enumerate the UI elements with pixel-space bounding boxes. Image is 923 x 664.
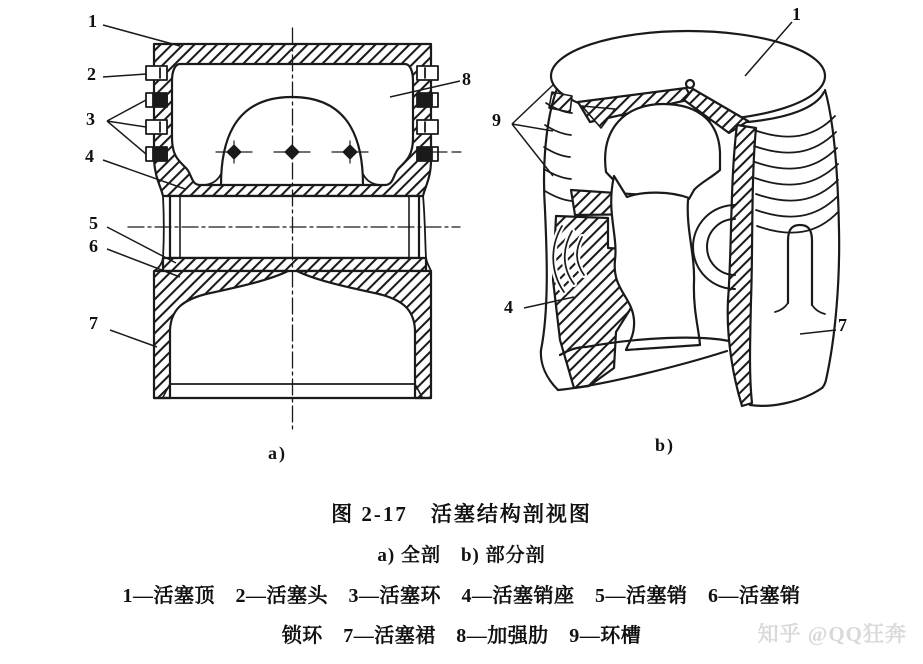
- right-ring-grooves: [754, 116, 838, 233]
- parts-legend-line-2: 锁环 7—活塞裙 8—加强肋 9—环槽: [281, 625, 642, 647]
- skirt-wall-right: [297, 271, 431, 398]
- section-strip: [728, 125, 756, 406]
- pin-boss-lower-band: [163, 258, 426, 271]
- view-label-b: b): [655, 435, 676, 455]
- callout-a-6: 6: [89, 236, 98, 256]
- skirt-relief-window: [788, 225, 812, 305]
- callout-a-4: 4: [85, 146, 94, 166]
- figure-subcaption: a) 全剖 b) 部分剖: [377, 545, 546, 566]
- interior-dome: [605, 104, 720, 199]
- callout-a-2: 2: [87, 64, 96, 84]
- callout-a-3: 3: [86, 109, 95, 129]
- callout-a-5: 5: [89, 213, 98, 233]
- partial-section-view-drawing: [541, 31, 839, 406]
- callout-a-7: 7: [89, 313, 98, 333]
- figure-caption: 图 2-17 活塞结构剖视图: [331, 502, 592, 526]
- watermark: 知乎 @QQ狂奔: [757, 622, 907, 646]
- callout-b-4: 4: [504, 297, 513, 317]
- skirt-relief-flares: [775, 303, 825, 314]
- callout-b-7: 7: [838, 315, 847, 335]
- rib-fillet-right: [363, 174, 382, 185]
- right-skirt-bottom: [750, 388, 822, 406]
- parts-legend-line-1: 1—活塞顶 2—活塞头 3—活塞环 4—活塞销座 5—活塞销 6—活塞销: [122, 585, 801, 607]
- callout-b-1: 1: [792, 4, 801, 24]
- skirt-wall-left: [154, 271, 288, 398]
- cut-apex-mark: [686, 80, 694, 88]
- right-silhouette: [822, 90, 839, 388]
- view-label-a: a): [268, 443, 287, 463]
- rib-fillet-left: [202, 174, 221, 185]
- full-section-view-drawing: [128, 28, 461, 433]
- callout-b-9: 9: [492, 110, 501, 130]
- callout-a-8: 8: [462, 69, 471, 89]
- pin-boss-pillar: [611, 176, 700, 350]
- callout-a-1: 1: [88, 11, 97, 31]
